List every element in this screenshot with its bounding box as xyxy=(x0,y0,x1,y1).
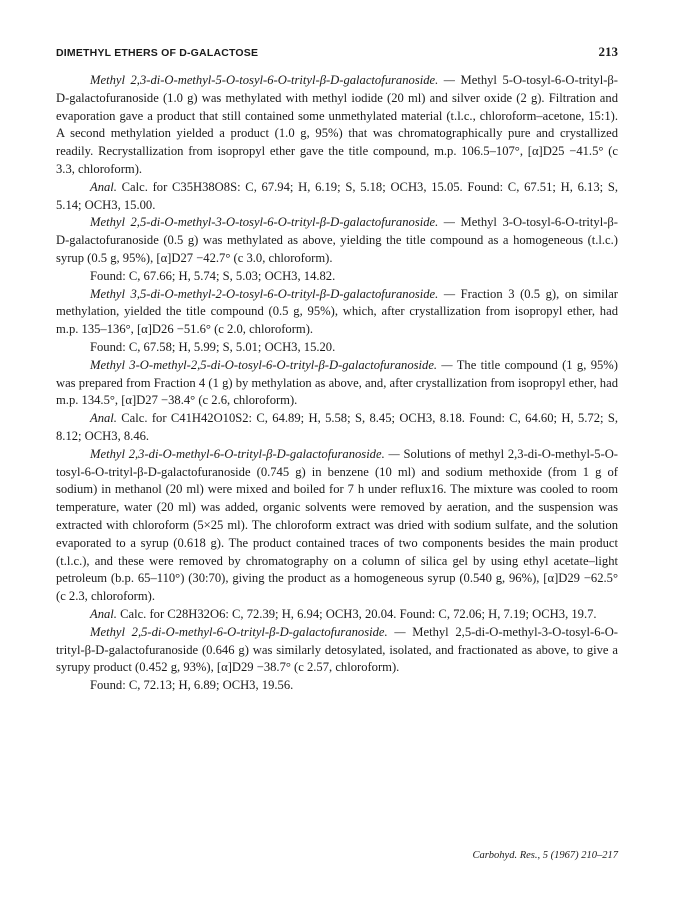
paragraph-text: The title compound (1 g, 95%) was prepared from Fraction 4 (1 g) by methylation as above, and, after crystallization from isopropyl ether, had m.p. 134.5°, [α]D27 −38.4° (c 2.6, chloroform). xyxy=(56,357,618,408)
compound-heading: Methyl 2,5-di-O-methyl-3-O-tosyl-6-O-trityl-β-D-galactofuranoside. — xyxy=(90,215,455,230)
paragraph-text: Methyl 5-O-tosyl-6-O-trityl-β-D-galactofuranoside (1.0 g) was methylated with methyl iodide (20 ml) and silver oxide (2 g). Filtration and evaporation gave a product that still contained some unmethylated material (t.l.c., chloroform–acetone, 15:1). A second methylation yielded a product (1.0 g, 95%) that was chromatographically pure and crystallized readily. Recrystallization from isopropyl ether gave the title compound, m.p. 106.5–107°, [α]D25 −41.5° (c 3.3, chloroform). xyxy=(56,73,618,176)
paragraph-text: Found: C, 67.58; H, 5.99; S, 5.01; OCH3, 15.20. xyxy=(90,339,336,354)
paragraph-compound-2 xyxy=(56,214,618,267)
paragraph-text: Calc. for C41H42O10S2: C, 64.89; H, 5.58; S, 8.45; OCH3, 8.18. Found: C, 64.60; H, 5.72; S, 8.12; OCH3, 8.46. xyxy=(56,411,618,443)
paragraph-compound-5 xyxy=(56,446,618,606)
paragraph-compound-6 xyxy=(56,624,618,677)
compound-heading: Methyl 2,3-di-O-methyl-6-O-trityl-β-D-galactofuranoside. — xyxy=(90,446,400,461)
compound-heading: Methyl 2,5-di-O-methyl-6-O-trityl-β-D-galactofuranoside. — xyxy=(90,624,406,639)
paragraph-found-2 xyxy=(56,268,618,286)
page-number: 213 xyxy=(598,44,618,59)
paragraph-compound-3 xyxy=(56,286,618,339)
paragraph-text: Fraction 3 (0.5 g), on similar methylation, yielded the title compound (0.5 g, 95%), which, after crystallization from isopropyl ether, had m.p. 135–136°, [α]D26 −51.6° (c 2.0, chloroform). xyxy=(56,286,618,337)
paragraph-text: Calc. for C35H38O8S: C, 67.94; H, 6.19; S, 5.18; OCH3, 15.05. Found: C, 67.51; H, 6.13; S, 5.14; OCH3, 15.00. xyxy=(56,179,618,212)
paragraph-found-3 xyxy=(56,339,618,357)
paragraph-text: Calc. for C28H32O6: C, 72.39; H, 6.94; OCH3, 20.04. Found: C, 72.06; H, 7.19; OCH3, 19.7. xyxy=(116,606,597,621)
page xyxy=(56,44,618,695)
compound-heading: Methyl 2,3-di-O-methyl-5-O-tosyl-6-O-trityl-β-D-galactofuranoside. — xyxy=(90,73,455,87)
analysis-label: Anal. xyxy=(90,606,117,621)
paragraph-analysis-5 xyxy=(56,606,618,624)
analysis-label: Anal. xyxy=(90,179,117,194)
paragraph-analysis-1 xyxy=(56,179,618,215)
page-header xyxy=(56,44,618,66)
paragraph-compound-4 xyxy=(56,357,618,410)
paragraph-text: Found: C, 72.13; H, 6.89; OCH3, 19.56. xyxy=(90,678,294,693)
paragraph-text: Methyl 3-O-tosyl-6-O-trityl-β-D-galactofuranoside (0.5 g) was methylated as above, yielding the title compound as a homogeneous (t.l.c.) syrup (0.5 g, 95%), [α]D27 −42.7° (c 3.0, chloroform). xyxy=(56,215,618,265)
paragraph-text: Methyl 2,5-di-O-methyl-3-O-tosyl-6-O-trityl-β-D-galactofuranoside (0.646 g) was similarly detosylated, isolated, and fractionated as above, to give a syrupy product (0.452 g, 93%), [α]D29 −38.7° (c 2.57, chloroform). xyxy=(56,624,619,675)
compound-heading: Methyl 3,5-di-O-methyl-2-O-tosyl-6-O-trityl-β-D-galactofuranoside. — xyxy=(90,286,456,301)
analysis-label: Anal. xyxy=(90,411,117,426)
paragraph-analysis-4 xyxy=(56,410,618,446)
paragraph-text: Solutions of methyl 2,3-di-O-methyl-5-O-tosyl-6-O-trityl-β-D-galactofuranoside (0.745 g) in benzene (10 ml) and sodium methoxide (from 1 g of sodium) in methanol (20 ml) were mixed and boiled for 7 h under reflux16. The mixture was cooled to room temperature, water (20 ml) was added, organic solvents were removed by aeration, and the suspension was extracted with chloroform (5×25 ml). The chloroform extract was dried with sodium sulfate, and the solution evaporated to a syrup (0.618 g). The product contained traces of two components besides the main product (t.l.c.), and these were removed by chromatography on a column of silica gel by using ethyl acetate–light petroleum (b.p. 65–110°) (30:70), giving the product as a homogeneous syrup (0.540 g, 96%), [α]D29 −62.5° (c 2.3, chloroform). xyxy=(56,446,618,604)
article-body xyxy=(56,72,618,695)
paragraph-found-6 xyxy=(56,677,618,695)
paragraph-compound-1 xyxy=(56,72,618,179)
paragraph-text: Found: C, 67.66; H, 5.74; S, 5.03; OCH3, 14.82. xyxy=(90,268,336,283)
journal-citation: Carbohyd. Res., 5 (1967) 210–217 xyxy=(472,850,618,861)
running-head: DIMETHYL ETHERS OF D-GALACTOSE xyxy=(56,47,259,59)
compound-heading: Methyl 3-O-methyl-2,5-di-O-tosyl-6-O-trityl-β-D-galactofuranoside. — xyxy=(90,357,453,372)
